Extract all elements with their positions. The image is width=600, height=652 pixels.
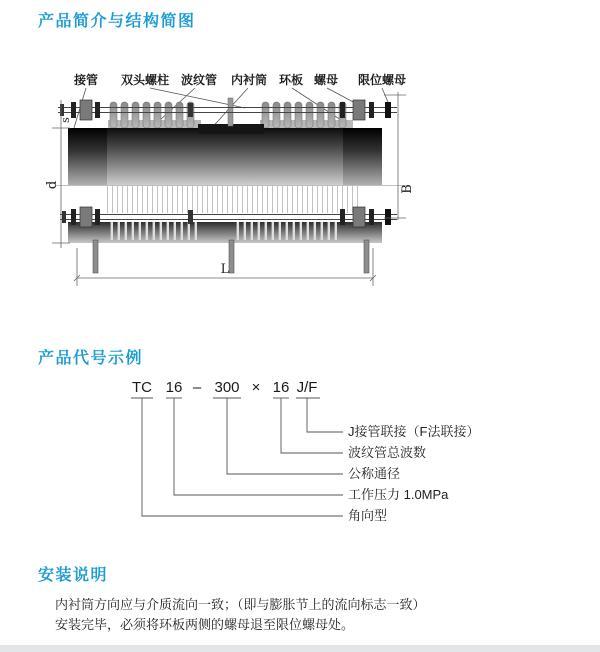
label-double-end-stud: 双头螺柱 bbox=[120, 73, 170, 87]
callout-angular-type: 角向型 bbox=[348, 508, 388, 523]
label-connecting-pipe: 接管 bbox=[73, 73, 99, 87]
upper-shell bbox=[68, 128, 382, 185]
lower-studs bbox=[93, 240, 369, 273]
expansion-joint-drawing bbox=[40, 62, 500, 310]
structure-diagram bbox=[40, 62, 500, 310]
dim-B: B bbox=[400, 184, 415, 194]
callout-nominal-diameter: 公称通径 bbox=[348, 466, 401, 481]
lower-bellows-gaps-right bbox=[236, 222, 340, 240]
dim-L: L bbox=[220, 262, 230, 277]
right-pipe-end bbox=[343, 128, 382, 185]
lower-bellows-hatch bbox=[104, 186, 362, 213]
section-title-installation: 安装说明 bbox=[38, 567, 109, 584]
code-part-dash: – bbox=[192, 379, 202, 396]
code-part-waves: 16 bbox=[272, 379, 290, 396]
code-callout-drawing bbox=[100, 376, 598, 538]
section-title-product-intro: 产品简介与结构简图 bbox=[38, 13, 196, 30]
label-inner-liner: 内衬筒 bbox=[230, 73, 268, 87]
code-part-type: TC bbox=[132, 379, 152, 396]
label-bellows: 波纹管 bbox=[180, 73, 218, 87]
product-code-diagram bbox=[100, 376, 598, 538]
dim-d: d bbox=[45, 180, 60, 190]
dim-s: s bbox=[59, 117, 72, 123]
installation-notes bbox=[55, 595, 555, 635]
code-part-connection: J/F bbox=[296, 379, 318, 396]
top-rod-nuts bbox=[60, 100, 391, 120]
code-part-times: × bbox=[251, 379, 261, 396]
code-part-pressure: 16 bbox=[165, 379, 183, 396]
code-connectors bbox=[131, 398, 343, 516]
section-title-code-example: 产品代号示例 bbox=[38, 350, 144, 367]
label-ring-plate: 环板 bbox=[278, 73, 304, 87]
label-limit-nut: 限位螺母 bbox=[357, 73, 407, 87]
label-nut: 螺母 bbox=[313, 73, 339, 87]
callout-wave-count: 波纹管总波数 bbox=[348, 445, 427, 460]
lower-bellows-gaps-left bbox=[110, 222, 198, 240]
page-bottom-edge bbox=[0, 645, 600, 652]
installation-line-2: 安装完毕，必须将环板两侧的螺母退至限位螺母处。 bbox=[55, 617, 355, 632]
code-part-diameter: 300 bbox=[214, 379, 240, 396]
callout-working-pressure: 工作压力 1.0MPa bbox=[348, 487, 449, 502]
callout-connection-type: J接管联接（F法联接） bbox=[348, 424, 480, 439]
left-pipe-end bbox=[68, 128, 107, 185]
installation-line-1: 内衬筒方向应与介质流向一致；（即与膨胀节上的流向标志一致） bbox=[55, 597, 426, 612]
